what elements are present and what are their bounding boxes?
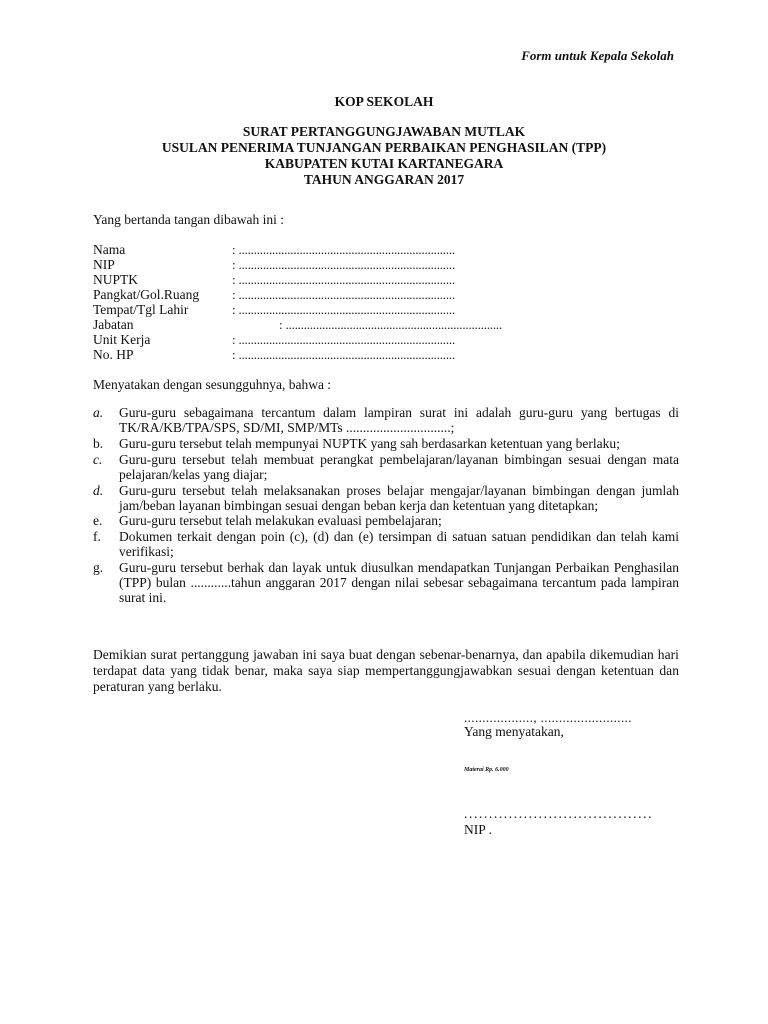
list-item — [93, 560, 679, 606]
list-item-text: Guru-guru sebagaimana tercantum dalam lampiran surat ini adalah guru-guru yang bertugas di TK/RA/KB/TPA/SPS, SD/MI, SMP/MTs ...............................; — [119, 405, 679, 436]
list-marker: a. — [93, 405, 104, 420]
list-item-text: Dokumen terkait dengan poin (c), (d) dan (e) tersimpan di satuan satuan pendidikan dan telah kami verifikasi; — [119, 529, 679, 560]
field-value-nuptk: : ....................................................................... — [232, 272, 456, 287]
materai-label: Materai Rp. 6.000 — [464, 767, 509, 773]
closing-paragraph: Demikian surat pertanggung jawaban ini saya buat dengan sebenar-benarnya, dan apabila dikemudian hari terdapat data yang tidak benar, maka saya siap mempertanggungjawabkan sesuai dengan ketentuan dan peraturan yang berlaku. — [93, 647, 679, 694]
list-item — [93, 483, 679, 513]
list-item — [93, 405, 679, 435]
field-label-jabatan: Jabatan — [93, 317, 134, 332]
list-marker: g. — [93, 560, 104, 576]
title-line-3: KABUPATEN KUTAI KARTANEGARA — [264, 156, 504, 171]
field-label-nuptk: NUPTK — [93, 272, 139, 287]
signer-name-line: ...................................... — [464, 806, 654, 821]
list-item — [93, 513, 679, 528]
intro-text: Yang bertanda tangan dibawah ini : — [93, 212, 284, 227]
field-value-jabatan: : ....................................................................... — [279, 317, 503, 332]
signer-label: Yang menyatakan, — [464, 724, 564, 739]
list-marker: c. — [93, 451, 103, 467]
field-label-pangkat: Pangkat/Gol.Ruang — [93, 287, 200, 302]
field-label-nip: NIP — [93, 257, 115, 272]
list-marker: f. — [93, 529, 101, 545]
list-item — [93, 452, 679, 482]
field-value-nip: : ....................................................................... — [232, 257, 456, 272]
field-value-unit-kerja: : ....................................................................... — [232, 332, 456, 347]
title-line-1: SURAT PERTANGGUNGJAWABAN MUTLAK — [242, 124, 526, 139]
statement-list — [93, 405, 679, 606]
field-value-ttl: : ....................................................................... — [232, 302, 456, 317]
field-label-ttl: Tempat/Tgl Lahir — [93, 302, 189, 317]
field-label-no-hp: No. HP — [93, 347, 134, 362]
form-label: Form untuk Kepala Sekolah — [521, 48, 674, 63]
statement-intro: Menyatakan dengan sesungguhnya, bahwa : — [93, 377, 332, 392]
field-value-nama: : ....................................................................... — [232, 242, 456, 257]
list-marker: b. — [93, 435, 104, 451]
list-item-text: Guru-guru tersebut berhak dan layak untuk diusulkan mendapatkan Tunjangan Perbaikan Penghasilan (TPP) bulan ............tahun anggaran 2017 dengan nilai sebesar sebagaimana tercantum pada lampiran surat ini. — [119, 560, 679, 606]
title-line-4: TAHUN ANGGARAN 2017 — [303, 172, 465, 187]
signer-nip: NIP . — [464, 822, 493, 837]
list-item-text: Guru-guru tersebut telah melaksanakan proses belajar mengajar/layanan bimbingan dengan jumlah jam/beban layanan bimbingan sesuai dengan beban kerja dan ketentuan yang ditetapkan; — [119, 482, 679, 513]
list-item-text: Guru-guru tersebut telah membuat perangkat pembelajaran/layanan bimbingan sesuai dengan mata pelajaran/kelas yang diajar; — [119, 451, 679, 482]
list-item — [93, 529, 679, 559]
place-date-line: ..................., ......................... — [464, 710, 632, 725]
field-label-nama: Nama — [93, 242, 126, 257]
field-value-pangkat: : ....................................................................... — [232, 287, 456, 302]
list-marker: d. — [93, 482, 104, 498]
list-marker: e. — [93, 513, 103, 529]
list-item-text: Guru-guru tersebut telah mempunyai NUPTK yang sah berdasarkan ketentuan yang berlaku; — [119, 435, 620, 451]
list-item — [93, 436, 679, 451]
field-label-unit-kerja: Unit Kerja — [93, 332, 151, 347]
list-item-text: Guru-guru tersebut telah melakukan evaluasi pembelajaran; — [119, 513, 442, 529]
title-line-2: USULAN PENERIMA TUNJANGAN PERBAIKAN PENGHASILAN (TPP) — [161, 140, 607, 155]
field-value-no-hp: : ....................................................................... — [232, 347, 456, 362]
kop-sekolah: KOP SEKOLAH — [334, 94, 434, 109]
